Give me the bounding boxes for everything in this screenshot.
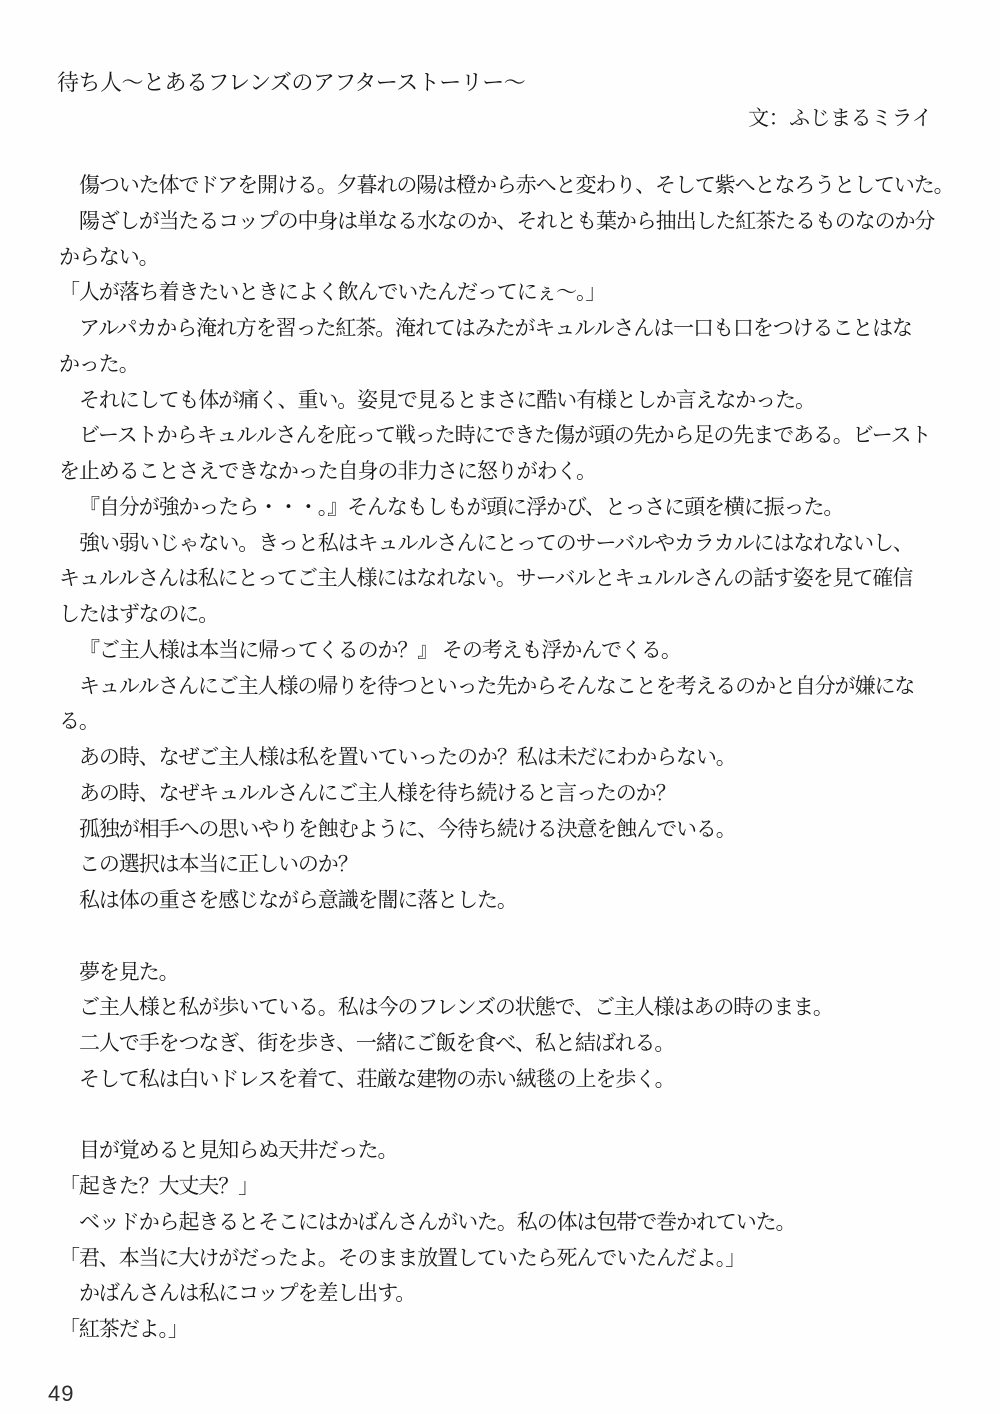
story-body bbox=[59, 168, 954, 1348]
blank-line bbox=[59, 1098, 943, 1134]
text-line: 「君、本当に大けがだったよ。そのまま放置していたら死んでいたんだよ。」 bbox=[59, 1246, 745, 1270]
text-line: あの時、なぜキュルルさんにご主人様を待ち続けると言ったのか？ bbox=[79, 781, 676, 805]
blank-line bbox=[59, 919, 943, 955]
text-line: この選択は本当に正しいのか？ bbox=[79, 853, 358, 877]
text-line: キュルルさんにご主人様の帰りを待つといった先からそんなことを考えるのかと自分が嫌にな bbox=[79, 674, 915, 698]
text-line: 夢を見た。 bbox=[79, 960, 179, 984]
text-line: からない。 bbox=[59, 245, 159, 269]
text-line: 『ご主人様は本当に帰ってくるのか？』 その考えも浮かんでくる。 bbox=[79, 638, 681, 662]
text-line: あの時、なぜご主人様は私を置いていったのか？私は未だにわからない。 bbox=[79, 746, 736, 769]
text-line: キュルルさんは私にとってご主人様にはなれない。サーバルとキュルルさんの話す姿を見て確信 bbox=[59, 567, 913, 591]
text-line: 二人で手をつなぎ、街を歩き、一緒にご飯を食べ、私と結ばれる。 bbox=[79, 1032, 675, 1055]
text-line: したはずなのに。 bbox=[59, 603, 219, 626]
text-line: かばんさんは私にコップを差し出す。 bbox=[79, 1282, 416, 1306]
page-number: 49 bbox=[48, 1381, 75, 1406]
text-line: る。 bbox=[59, 710, 99, 734]
text-line: 私は体の重さを感じながら意識を闇に落とした。 bbox=[79, 889, 517, 912]
text-line: 陽ざしが当たるコップの中身は単なる水なのか、それとも葉から抽出した紅茶たるものなのか分 bbox=[79, 209, 935, 233]
text-line: 目が覚めると見知らぬ天井だった。 bbox=[79, 1139, 398, 1163]
text-line: 「起きた？大丈夫？」 bbox=[59, 1175, 258, 1198]
text-line: 傷ついた体でドアを開ける。夕暮れの陽は橙から赤へと変わり、そして紫へとなろうとしていた。 bbox=[79, 174, 954, 197]
text-line: 「紅茶だよ。」 bbox=[59, 1318, 188, 1341]
text-line: 強い弱いじゃない。きっと私はキュルルさんにとってのサーバルやカラカルにはなれないし、 bbox=[79, 531, 913, 555]
text-line: かった。 bbox=[59, 352, 139, 376]
text-line: 「人が落ち着きたいときによく飲んでいたんだってにぇ～。」 bbox=[59, 281, 606, 305]
text-line: ビーストからキュルルさんを庇って戦った時にできた傷が頭の先から足の先まである。ビースト bbox=[79, 424, 931, 448]
text-line: を止めることさえできなかった自身の非力さに怒りがわく。 bbox=[59, 460, 596, 483]
text-line: それにしても体が痛く、重い。姿見で見るとまさに酷い有様としか言えなかった。 bbox=[79, 388, 815, 412]
text-line: 『自分が強かったら・・・。』そんなもしもが頭に浮かび、とっさに頭を横に振った。 bbox=[79, 495, 844, 519]
text-line: そして私は白いドレスを着て、荘厳な建物の赤い絨毯の上を歩く。 bbox=[79, 1067, 675, 1091]
author-credit: 文：ふじまるミライ bbox=[748, 107, 932, 130]
story-title: 待ち人～とあるフレンズのアフターストーリー～ bbox=[57, 70, 526, 95]
text-line: 孤独が相手への思いやりを蝕むように、今待ち続ける決意を蝕んでいる。 bbox=[79, 817, 736, 841]
text-line: ご主人様と私が歩いている。私は今のフレンズの状態で、ご主人様はあの時のまま。 bbox=[79, 996, 833, 1020]
text-line: ベッドから起きるとそこにはかばんさんがいた。私の体は包帯で巻かれていた。 bbox=[79, 1210, 796, 1234]
text-line: アルパカから淹れ方を習った紅茶。淹れてはみたがキュルルさんは一口も口をつけることはな bbox=[79, 317, 912, 340]
